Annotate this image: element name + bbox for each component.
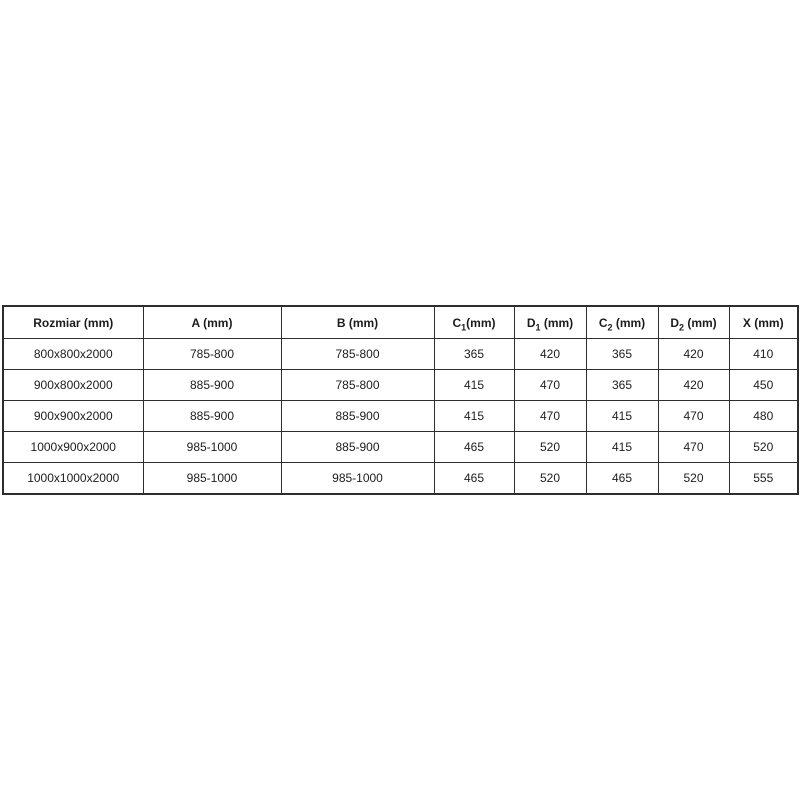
cell-c2: 365	[586, 339, 658, 370]
cell-d2: 470	[658, 401, 729, 432]
cell-b: 985-1000	[281, 463, 434, 495]
col-header-label: A (mm)	[191, 315, 233, 330]
cell-x: 520	[729, 432, 798, 463]
cell-a: 885-900	[143, 401, 281, 432]
cell-c1: 365	[434, 339, 514, 370]
col-header-c1	[434, 306, 514, 339]
cell-d2: 420	[658, 370, 729, 401]
col-header-label: X (mm)	[742, 315, 784, 330]
col-header-a	[143, 306, 281, 339]
cell-x: 555	[729, 463, 798, 495]
table-row	[3, 463, 798, 495]
cell-c1: 415	[434, 370, 514, 401]
col-header-label: C	[598, 315, 608, 330]
cell-a: 985-1000	[143, 432, 281, 463]
cell-d1: 420	[514, 339, 586, 370]
cell-d1: 470	[514, 370, 586, 401]
col-header-label: D	[526, 315, 536, 330]
table-row	[3, 401, 798, 432]
col-header-unit: (mm)	[612, 315, 646, 330]
col-header-label: C	[452, 315, 462, 330]
col-header-label: D	[670, 315, 679, 330]
cell-rozmiar: 1000x1000x2000	[3, 463, 143, 495]
cell-c2: 415	[586, 401, 658, 432]
cell-c2: 365	[586, 370, 658, 401]
col-header-d2	[658, 306, 729, 339]
col-header-rozmiar	[3, 306, 143, 339]
cell-b: 885-900	[281, 401, 434, 432]
dimensions-table	[2, 305, 799, 495]
cell-d2: 470	[658, 432, 729, 463]
table-row	[3, 339, 798, 370]
cell-c1: 415	[434, 401, 514, 432]
table-row	[3, 370, 798, 401]
col-header-subscript: 2	[678, 321, 684, 332]
cell-d1: 520	[514, 432, 586, 463]
table-row	[3, 432, 798, 463]
col-header-unit: (mm)	[466, 315, 496, 330]
cell-rozmiar: 800x800x2000	[3, 339, 143, 370]
col-header-subscript: 1	[535, 321, 541, 332]
cell-d1: 470	[514, 401, 586, 432]
cell-x: 480	[729, 401, 798, 432]
cell-d1: 520	[514, 463, 586, 495]
cell-rozmiar: 900x900x2000	[3, 401, 143, 432]
col-header-c2	[586, 306, 658, 339]
cell-x: 410	[729, 339, 798, 370]
col-header-subscript: 2	[607, 321, 613, 332]
cell-a: 985-1000	[143, 463, 281, 495]
col-header-unit: (mm)	[540, 315, 574, 330]
cell-rozmiar: 900x800x2000	[3, 370, 143, 401]
col-header-subscript: 1	[461, 321, 467, 332]
cell-rozmiar: 1000x900x2000	[3, 432, 143, 463]
cell-c1: 465	[434, 463, 514, 495]
cell-c1: 465	[434, 432, 514, 463]
cell-c2: 415	[586, 432, 658, 463]
col-header-label: B (mm)	[336, 315, 379, 330]
header-row	[3, 306, 798, 339]
col-header-d1	[514, 306, 586, 339]
cell-a: 885-900	[143, 370, 281, 401]
col-header-x	[729, 306, 798, 339]
cell-b: 785-800	[281, 339, 434, 370]
col-header-unit: (mm)	[684, 315, 717, 330]
cell-x: 450	[729, 370, 798, 401]
cell-b: 785-800	[281, 370, 434, 401]
cell-d2: 520	[658, 463, 729, 495]
cell-c2: 465	[586, 463, 658, 495]
col-header-label: Rozmiar (mm)	[33, 315, 114, 330]
cell-a: 785-800	[143, 339, 281, 370]
cell-d2: 420	[658, 339, 729, 370]
cell-b: 885-900	[281, 432, 434, 463]
col-header-b	[281, 306, 434, 339]
